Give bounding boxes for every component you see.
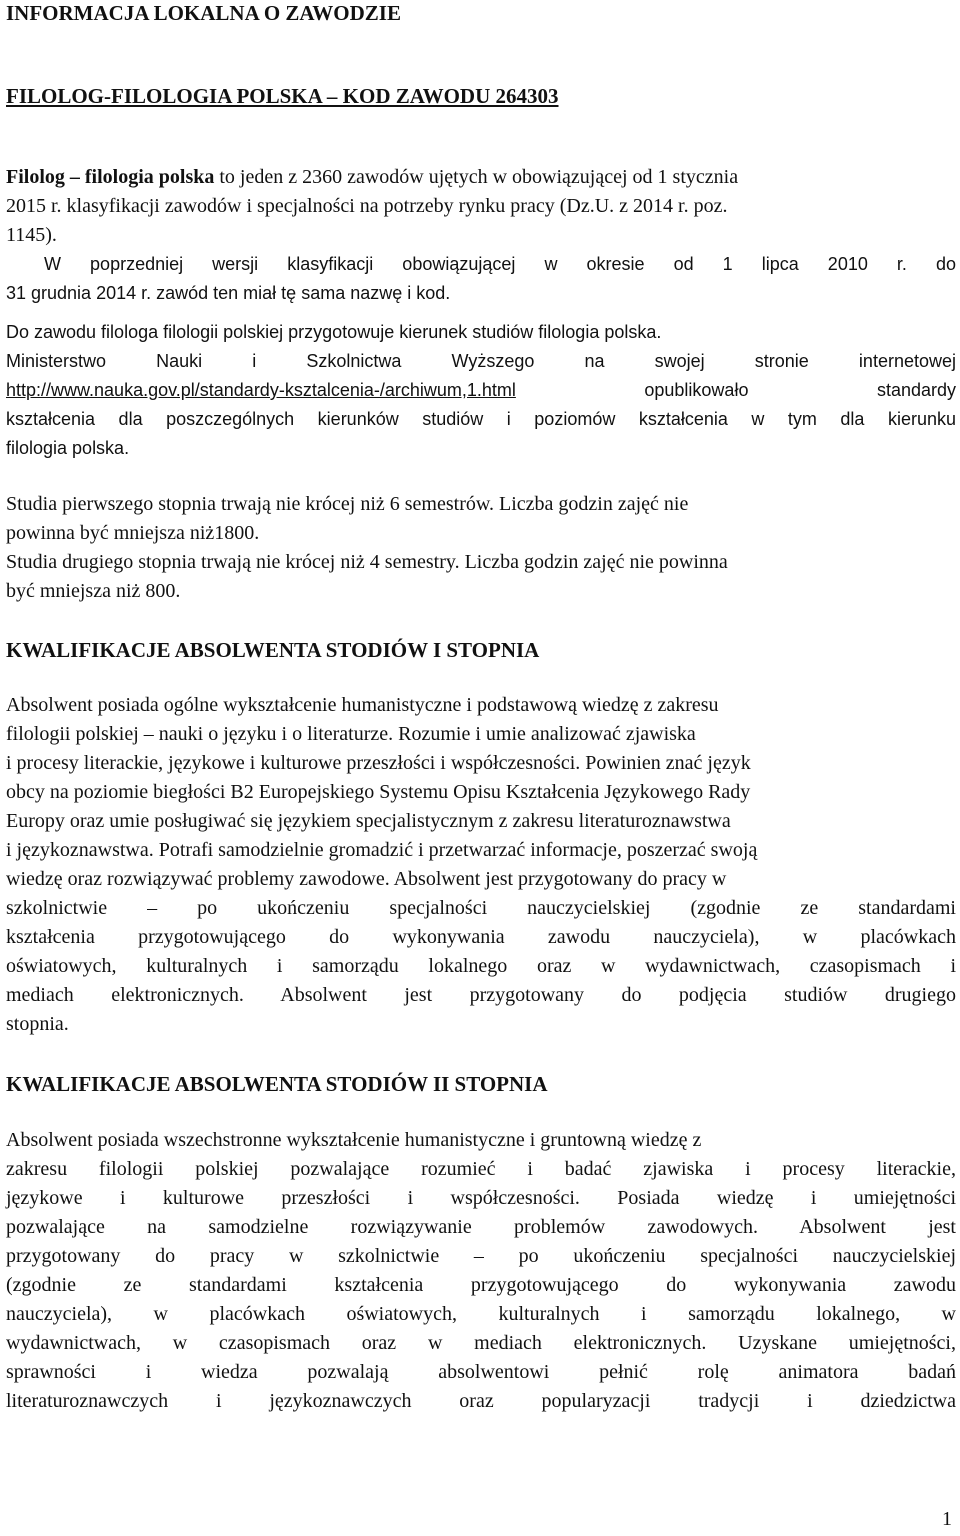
para2-line-1: Do zawodu filologa filologii polskiej przygotowuje kierunek studiów filologia polska. [6, 322, 662, 342]
s1-line: stopnia. [6, 1013, 69, 1035]
s1-line: Absolwent posiada ogólne wykształcenie humanistyczne i podstawową wiedzę z zakresu [6, 694, 719, 716]
s2-line: Absolwent posiada wszechstronne wykształcenie humanistyczne i gruntowną wiedzę z [6, 1129, 702, 1151]
s2-line: przygotowany do pracy w szkolnictwie – po ukończeniu specjalności nauczycielskiej [6, 1245, 956, 1267]
intro-line-3: 1145). [6, 224, 57, 246]
section1-heading: KWALIFIKACJE ABSOLWENTA STODIÓW I STOPNIA [6, 638, 540, 662]
para2-line-2: Ministerstwo Nauki i Szkolnictwa Wyższego na swojej stronie internetowej [6, 351, 956, 371]
s1-line: i procesy literackie, językowe i kulturowe przeszłości i współczesności. Powinien znać język [6, 752, 751, 774]
para2-line-3: http://www.nauka.gov.pl/standardy-ksztalcenia-/archiwum,1.html opublikowało standardy [6, 380, 956, 400]
intro-line-1: Filolog – filologia polska to jeden z 2360 zawodów ujętych w obowiązującej od 1 stycznia [6, 166, 739, 188]
s1-line: wiedzę oraz rozwiązywać problemy zawodowe. Absolwent jest przygotowany do pracy w [6, 868, 727, 890]
section2-body [6, 1126, 956, 1416]
studies-line-3: Studia drugiego stopnia trwają nie krócej niż 4 semestry. Liczba godzin zajęć nie powinna [6, 551, 728, 573]
s1-line: mediach elektronicznych. Absolwent jest przygotowany do podjęcia studiów drugiego [6, 984, 956, 1006]
s1-line: kształcenia przygotowującego do wykonywania zawodu nauczyciela), w placówkach [6, 926, 956, 948]
document-subtitle: FILOLOG-FILOLOGIA POLSKA – KOD ZAWODU 264303 [6, 84, 559, 108]
standards-link[interactable]: http://www.nauka.gov.pl/standardy-ksztalcenia-/archiwum,1.html [6, 380, 516, 400]
s2-line: zakresu filologii polskiej pozwalające rozumieć i badać zjawiska i procesy literackie, [6, 1158, 956, 1180]
s2-line: (zgodnie ze standardami kształcenia przygotowującego do wykonywania zawodu [6, 1274, 956, 1296]
para2-line-5: filologia polska. [6, 438, 130, 458]
s2-line: literaturoznawczych i językoznawczych oraz popularyzacji tradycji i dziedzictwa [6, 1390, 956, 1412]
s1-line: szkolnictwie – po ukończeniu specjalności nauczycielskiej (zgodnie ze standardami [6, 897, 956, 919]
s2-line: pozwalające na samodzielne rozwiązywanie problemów zawodowych. Absolwent jest [6, 1216, 956, 1238]
page-number: 1 [942, 1508, 952, 1530]
intro-line-4: W poprzedniej wersji klasyfikacji obowiązującej w okresie od 1 lipca 2010 r. do [44, 254, 956, 274]
s1-line: filologii polskiej – nauki o języku i o literaturze. Rozumie i umie analizować zjawiska [6, 723, 696, 745]
s2-line: sprawności i wiedza pozwalają absolwentowi pełnić rolę animatora badań [6, 1361, 956, 1383]
studies-line-2: powinna być mniejsza niż1800. [6, 522, 260, 544]
s1-line: oświatowych, kulturalnych i samorządu lokalnego oraz w wydawnictwach, czasopismach i [6, 955, 956, 977]
section2-heading: KWALIFIKACJE ABSOLWENTA STODIÓW II STOPNIA [6, 1072, 548, 1096]
para2-line-4: kształcenia dla poszczególnych kierunków studiów i poziomów kształcenia w tym dla kierunku [6, 409, 956, 429]
s2-line: wydawnictwach, w czasopismach oraz w mediach elektronicznych. Uzyskane umiejętności, [6, 1332, 956, 1354]
s1-line: i językoznawstwa. Potrafi samodzielnie gromadzić i przetwarzać informacje, poszerzać swoją [6, 839, 758, 861]
profession-name: Filolog – filologia polska [6, 166, 215, 188]
duration-paragraph [6, 490, 956, 606]
studies-line-4: być mniejsza niż 800. [6, 580, 181, 602]
s1-line: Europy oraz umie posługiwać się językiem specjalistycznym z zakresu literaturoznawstwa [6, 810, 731, 832]
intro-line-2: 2015 r. klasyfikacji zawodów i specjalności na potrzeby rynku pracy (Dz.U. z 2014 r. poz. [6, 195, 728, 217]
intro-paragraph [6, 163, 956, 308]
intro-line-5: 31 grudnia 2014 r. zawód ten miał tę sama nazwę i kod. [6, 283, 451, 303]
s1-line: obcy na poziomie biegłości B2 Europejskiego Systemu Opisu Kształcenia Językowego Rady [6, 781, 751, 803]
s2-line: językowe i kulturowe przeszłości i współczesności. Posiada wiedzę i umiejętności [6, 1187, 956, 1209]
document-title: INFORMACJA LOKALNA O ZAWODZIE [6, 1, 401, 25]
studies-paragraph [6, 318, 956, 463]
section1-body [6, 691, 956, 1039]
studies-line-1: Studia pierwszego stopnia trwają nie krócej niż 6 semestrów. Liczba godzin zajęć nie [6, 493, 689, 515]
s2-line: nauczyciela), w placówkach oświatowych, kulturalnych i samorządu lokalnego, w [6, 1303, 956, 1325]
